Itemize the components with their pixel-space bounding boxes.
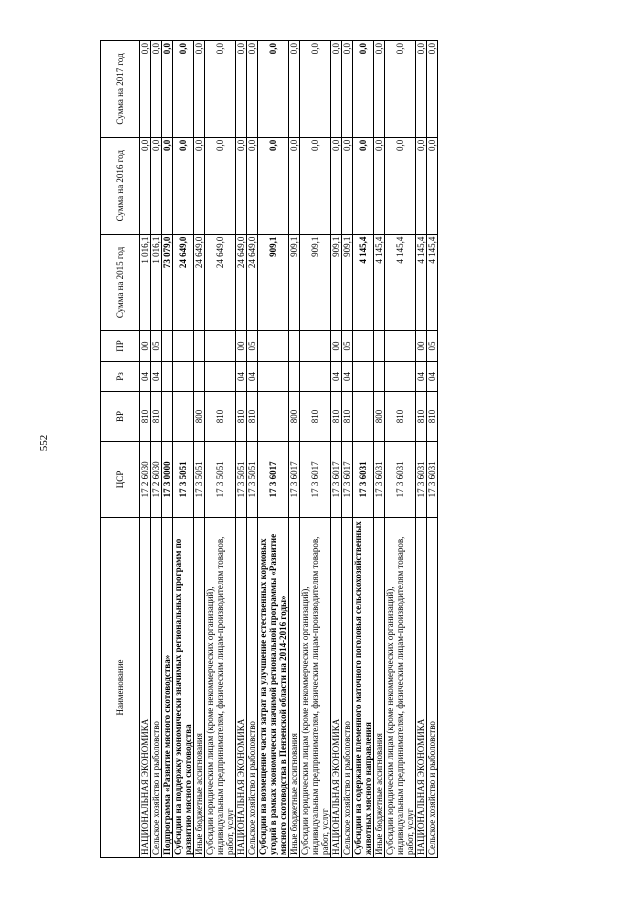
cell-csr: 17 3 5051 [236, 441, 247, 517]
cell-vr: 810 [236, 392, 247, 442]
cell-vr: 810 [247, 392, 258, 442]
cell-pr [173, 331, 194, 361]
cell-sum-2016: 0,0 [162, 137, 173, 234]
cell-sum-2015: 24 649,0 [205, 234, 236, 331]
cell-sum-2017: 0,0 [173, 41, 194, 138]
cell-sum-2017: 0,0 [258, 41, 289, 138]
cell-vr: 810 [385, 392, 416, 442]
cell-pr: 00 [331, 331, 342, 361]
cell-name: НАЦИОНАЛЬНАЯ ЭКОНОМИКА [416, 517, 427, 857]
table-row [385, 41, 416, 858]
table-row [194, 41, 205, 858]
cell-rz [289, 361, 300, 391]
cell-sum-2016: 0,0 [194, 137, 205, 234]
cell-sum-2016: 0,0 [427, 137, 438, 234]
cell-sum-2017: 0,0 [140, 41, 151, 138]
cell-sum-2017: 0,0 [331, 41, 342, 138]
cell-vr: 810 [151, 392, 162, 442]
cell-pr [385, 331, 416, 361]
cell-sum-2015: 4 145,4 [374, 234, 385, 331]
cell-name: Подпрограмма «Развитие мясного скотоводства» [162, 517, 173, 857]
cell-vr [162, 392, 173, 442]
col-header-sum-2015: Сумма на 2015 год [101, 234, 140, 331]
cell-sum-2016: 0,0 [300, 137, 331, 234]
table-row [427, 41, 438, 858]
cell-name: Субсидии на поддержку экономически значимых региональных программ по развитию мясного скотоводства [173, 517, 194, 857]
cell-rz [162, 361, 173, 391]
cell-sum-2017: 0,0 [353, 41, 374, 138]
cell-rz [173, 361, 194, 391]
cell-sum-2017: 0,0 [162, 41, 173, 138]
cell-csr: 17 3 6017 [331, 441, 342, 517]
cell-pr [194, 331, 205, 361]
cell-sum-2016: 0,0 [331, 137, 342, 234]
cell-name: Субсидии на возмещение части затрат на улучшение естественных кормовых угодий в рамках экономически значимой региональной программы «Развитие мясного скотоводства в Пензенской области на 2014-2016 годы» [258, 517, 289, 857]
table-row [162, 41, 173, 858]
cell-name: Иные бюджетные ассигнования [374, 517, 385, 857]
cell-vr [353, 392, 374, 442]
cell-csr: 17 3 6017 [300, 441, 331, 517]
table-row [374, 41, 385, 858]
col-header-rz: Рз [101, 361, 140, 391]
cell-pr [374, 331, 385, 361]
cell-rz: 04 [427, 361, 438, 391]
cell-name: Субсидии юридическим лицам (кроме некоммерческих организаций), индивидуальным предпринимателям, физическим лицам-производителям товаров, работ, услуг [300, 517, 331, 857]
cell-csr: 17 3 6031 [385, 441, 416, 517]
cell-pr: 05 [342, 331, 353, 361]
cell-csr: 17 3 5051 [205, 441, 236, 517]
cell-sum-2017: 0,0 [416, 41, 427, 138]
table-row [173, 41, 194, 858]
cell-sum-2015: 4 145,4 [416, 234, 427, 331]
table-row [331, 41, 342, 858]
cell-rz: 04 [151, 361, 162, 391]
cell-csr: 17 3 0000 [162, 441, 173, 517]
col-header-name: Наименование [101, 517, 140, 857]
cell-sum-2017: 0,0 [205, 41, 236, 138]
cell-sum-2017: 0,0 [300, 41, 331, 138]
cell-sum-2015: 1 016,1 [151, 234, 162, 331]
cell-vr: 800 [374, 392, 385, 442]
col-header-vr: ВР [101, 392, 140, 442]
cell-pr: 05 [247, 331, 258, 361]
cell-rz [374, 361, 385, 391]
cell-sum-2016: 0,0 [342, 137, 353, 234]
cell-name: НАЦИОНАЛЬНАЯ ЭКОНОМИКА [236, 517, 247, 857]
cell-csr: 17 3 6017 [342, 441, 353, 517]
cell-vr: 810 [205, 392, 236, 442]
cell-csr: 17 3 6017 [289, 441, 300, 517]
table-row [247, 41, 258, 858]
cell-vr: 800 [194, 392, 205, 442]
cell-sum-2017: 0,0 [289, 41, 300, 138]
cell-rz [353, 361, 374, 391]
cell-rz [300, 361, 331, 391]
cell-name: Сельское хозяйство и рыболовство [247, 517, 258, 857]
table-row [342, 41, 353, 858]
cell-sum-2016: 0,0 [353, 137, 374, 234]
cell-sum-2016: 0,0 [236, 137, 247, 234]
cell-pr: 05 [151, 331, 162, 361]
budget-table [100, 40, 438, 858]
cell-rz: 04 [247, 361, 258, 391]
cell-sum-2015: 24 649,0 [247, 234, 258, 331]
cell-csr: 17 2 6030 [151, 441, 162, 517]
cell-sum-2017: 0,0 [194, 41, 205, 138]
cell-sum-2016: 0,0 [374, 137, 385, 234]
cell-name: Сельское хозяйство и рыболовство [342, 517, 353, 857]
cell-rz: 04 [236, 361, 247, 391]
cell-vr: 810 [140, 392, 151, 442]
cell-sum-2016: 0,0 [205, 137, 236, 234]
cell-sum-2015: 4 145,4 [385, 234, 416, 331]
table-row [300, 41, 331, 858]
cell-sum-2015: 909,1 [342, 234, 353, 331]
cell-sum-2015: 1 016,1 [140, 234, 151, 331]
cell-sum-2017: 0,0 [385, 41, 416, 138]
cell-csr: 17 3 6017 [258, 441, 289, 517]
table-row [151, 41, 162, 858]
cell-rz: 04 [342, 361, 353, 391]
cell-sum-2017: 0,0 [247, 41, 258, 138]
cell-rz: 04 [416, 361, 427, 391]
cell-sum-2016: 0,0 [289, 137, 300, 234]
cell-sum-2015: 4 145,4 [353, 234, 374, 331]
col-header-pr: ПР [101, 331, 140, 361]
table-row [205, 41, 236, 858]
cell-rz [258, 361, 289, 391]
cell-sum-2017: 0,0 [151, 41, 162, 138]
cell-pr [353, 331, 374, 361]
cell-csr: 17 3 6031 [374, 441, 385, 517]
cell-pr: 00 [140, 331, 151, 361]
cell-sum-2015: 24 649,0 [194, 234, 205, 331]
cell-vr: 810 [331, 392, 342, 442]
cell-pr [258, 331, 289, 361]
cell-vr: 800 [289, 392, 300, 442]
table-row [416, 41, 427, 858]
cell-pr [289, 331, 300, 361]
cell-name: Иные бюджетные ассигнования [194, 517, 205, 857]
cell-csr: 17 3 5051 [247, 441, 258, 517]
cell-sum-2017: 0,0 [342, 41, 353, 138]
cell-vr: 810 [342, 392, 353, 442]
cell-rz [194, 361, 205, 391]
cell-rz [205, 361, 236, 391]
cell-rz: 04 [140, 361, 151, 391]
cell-name: Субсидии на содержание племенного маточного поголовья сельскохозяйственных животных мясного направления [353, 517, 374, 857]
cell-pr: 00 [416, 331, 427, 361]
cell-vr [173, 392, 194, 442]
cell-name: Иные бюджетные ассигнования [289, 517, 300, 857]
table-row [353, 41, 374, 858]
table-row [236, 41, 247, 858]
page-number: 552 [38, 434, 50, 452]
cell-sum-2015: 909,1 [300, 234, 331, 331]
table-row [289, 41, 300, 858]
cell-csr: 17 3 5051 [194, 441, 205, 517]
cell-sum-2017: 0,0 [374, 41, 385, 138]
col-header-sum-2016: Сумма на 2016 год [101, 137, 140, 234]
table-row [140, 41, 151, 858]
cell-sum-2017: 0,0 [427, 41, 438, 138]
cell-vr: 810 [416, 392, 427, 442]
cell-sum-2016: 0,0 [140, 137, 151, 234]
cell-sum-2016: 0,0 [173, 137, 194, 234]
rotated-page-content [100, 40, 570, 858]
cell-name: Субсидии юридическим лицам (кроме некоммерческих организаций), индивидуальным предпринимателям, физическим лицам-производителям товаров, работ, услуг [205, 517, 236, 857]
cell-sum-2015: 73 079,0 [162, 234, 173, 331]
cell-name: Сельское хозяйство и рыболовство [427, 517, 438, 857]
cell-sum-2016: 0,0 [151, 137, 162, 234]
cell-vr: 810 [427, 392, 438, 442]
cell-name: Сельское хозяйство и рыболовство [151, 517, 162, 857]
cell-name: Субсидии юридическим лицам (кроме некоммерческих организаций), индивидуальным предпринимателям, физическим лицам-производителям товаров, работ, услуг [385, 517, 416, 857]
cell-sum-2015: 909,1 [258, 234, 289, 331]
cell-csr: 17 2 6030 [140, 441, 151, 517]
cell-sum-2015: 24 649,0 [173, 234, 194, 331]
cell-sum-2015: 24 649,0 [236, 234, 247, 331]
cell-name: НАЦИОНАЛЬНАЯ ЭКОНОМИКА [331, 517, 342, 857]
table-row [258, 41, 289, 858]
cell-sum-2015: 4 145,4 [427, 234, 438, 331]
cell-sum-2017: 0,0 [236, 41, 247, 138]
cell-sum-2016: 0,0 [416, 137, 427, 234]
table-header-row [101, 41, 140, 858]
cell-rz: 04 [331, 361, 342, 391]
cell-pr [162, 331, 173, 361]
cell-pr [300, 331, 331, 361]
cell-sum-2016: 0,0 [385, 137, 416, 234]
cell-rz [385, 361, 416, 391]
col-header-csr: ЦСР [101, 441, 140, 517]
cell-sum-2015: 909,1 [289, 234, 300, 331]
cell-pr: 00 [236, 331, 247, 361]
cell-csr: 17 3 5051 [173, 441, 194, 517]
cell-vr [258, 392, 289, 442]
cell-pr: 05 [427, 331, 438, 361]
cell-csr: 17 3 6031 [427, 441, 438, 517]
cell-vr: 810 [300, 392, 331, 442]
cell-csr: 17 3 6031 [416, 441, 427, 517]
col-header-sum-2017: Сумма на 2017 год [101, 41, 140, 138]
cell-name: НАЦИОНАЛЬНАЯ ЭКОНОМИКА [140, 517, 151, 857]
cell-csr: 17 3 6031 [353, 441, 374, 517]
cell-sum-2016: 0,0 [258, 137, 289, 234]
cell-sum-2015: 909,1 [331, 234, 342, 331]
table-body [140, 41, 438, 858]
cell-sum-2016: 0,0 [247, 137, 258, 234]
cell-pr [205, 331, 236, 361]
